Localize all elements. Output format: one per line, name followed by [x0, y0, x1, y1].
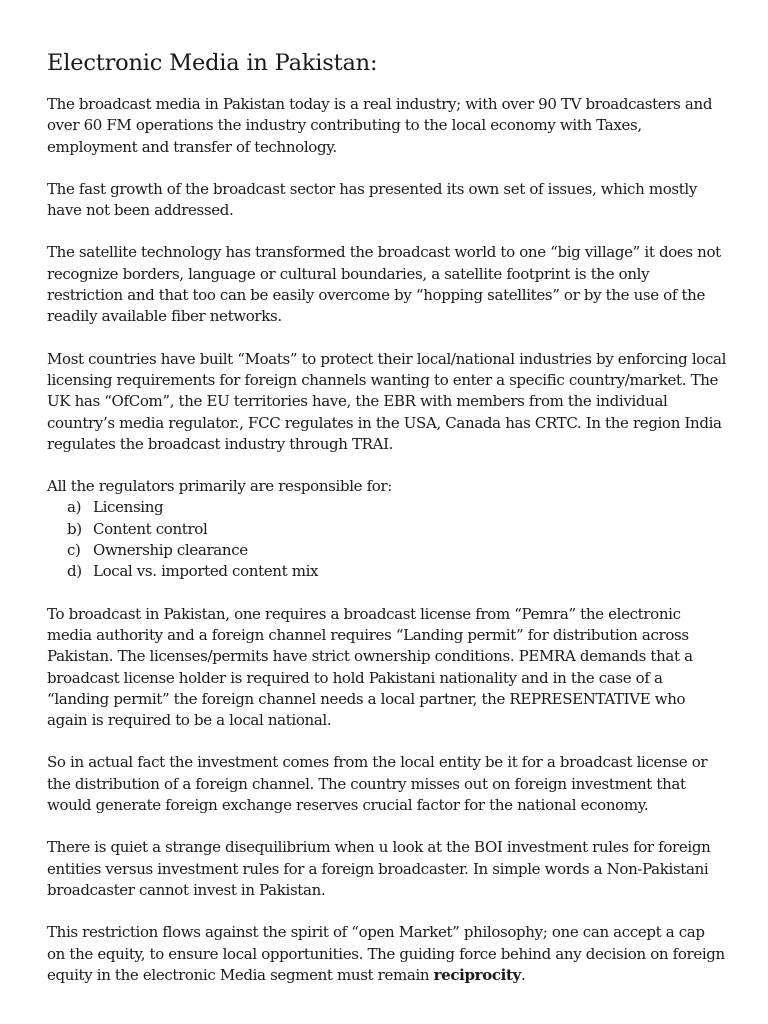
list-item	[67, 540, 727, 561]
document-page	[47, 48, 727, 1007]
list-item	[67, 497, 727, 518]
list-item-text: Content control	[93, 519, 208, 538]
paragraph-industry-overview: The broadcast media in Pakistan today is a real industry; with over 90 TV broadcasters and over 60 FM operations the industry contributing to the local economy with Taxes, employment and transfer of technology.	[47, 95, 713, 156]
list-item-text: Licensing	[93, 498, 164, 517]
list-marker: d)	[67, 562, 82, 581]
list-item-text: Local vs. imported content mix	[93, 562, 319, 581]
paragraph-regulators-worldwide: Most countries have built “Moats” to protect their local/national industries by enforcing local licensing requirements for foreign channels wanting to enter a specific country/market. The UK has “OfCom”, the EU territories have, the EBR with members from the individual country’s media regulator., FCC regulates in the USA, Canada has CRTC. In the region India regulates the broadcast industry through TRAI.	[47, 349, 727, 453]
paragraph-growth-issues: The fast growth of the broadcast sector has presented its own set of issues, which mostly have not been addressed.	[47, 179, 697, 220]
list-item-text: Ownership clearance	[93, 541, 248, 560]
paragraph-open-market	[47, 922, 727, 986]
list-marker: c)	[67, 541, 81, 560]
list-item	[67, 561, 727, 582]
list-marker: b)	[67, 519, 82, 538]
paragraph-satellite-technology: The satellite technology has transformed the broadcast world to one “big village” it does not recognize borders, language or cultural boundaries, a satellite footprint is the only restriction and that too can be easily overcome by “hopping satellites” or by the use of the readily available fiber networks.	[47, 243, 721, 326]
document-title: Electronic Media in Pakistan:	[47, 50, 378, 76]
paragraph-open-market-text: This restriction flows against the spirit of “open Market” philosophy; one can accept a cap on the equity, to ensure local opportunities. The guiding force behind any decision on foreign equity in the electronic Media segment must remain	[47, 923, 725, 984]
paragraph-boi-disequilibrium: There is quiet a strange disequilibrium when u look at the BOI investment rules for foreign entities versus investment rules for a foreign broadcaster. In simple words a Non-Pakistani broadcaster cannot invest in Pakistan.	[47, 838, 711, 899]
paragraph-pemra-licensing: To broadcast in Pakistan, one requires a broadcast license from “Pemra” the electronic media authority and a foreign channel requires “Landing permit” for distribution across Pakistan. The licenses/permits have strict ownership conditions. PEMRA demands that a broadcast license holder is required to hold Pakistani nationality and in the case of a “landing permit” the foreign channel needs a local partner, the REPRESENTATIVE who again is required to be a local national.	[47, 604, 693, 730]
paragraph-local-investment: So in actual fact the investment comes from the local entity be it for a broadcast license or the distribution of a foreign channel. The country misses out on foreign investment that would generate foreign exchange reserves crucial factor for the national economy.	[47, 753, 708, 815]
reciprocity-emphasis: reciprocity	[433, 965, 521, 984]
paragraph-end-punctuation: .	[520, 965, 526, 984]
list-item	[67, 519, 727, 540]
list-intro: All the regulators primarily are responsible for:	[47, 477, 393, 496]
list-marker: a)	[67, 498, 82, 517]
regulator-responsibilities-list	[47, 497, 727, 582]
